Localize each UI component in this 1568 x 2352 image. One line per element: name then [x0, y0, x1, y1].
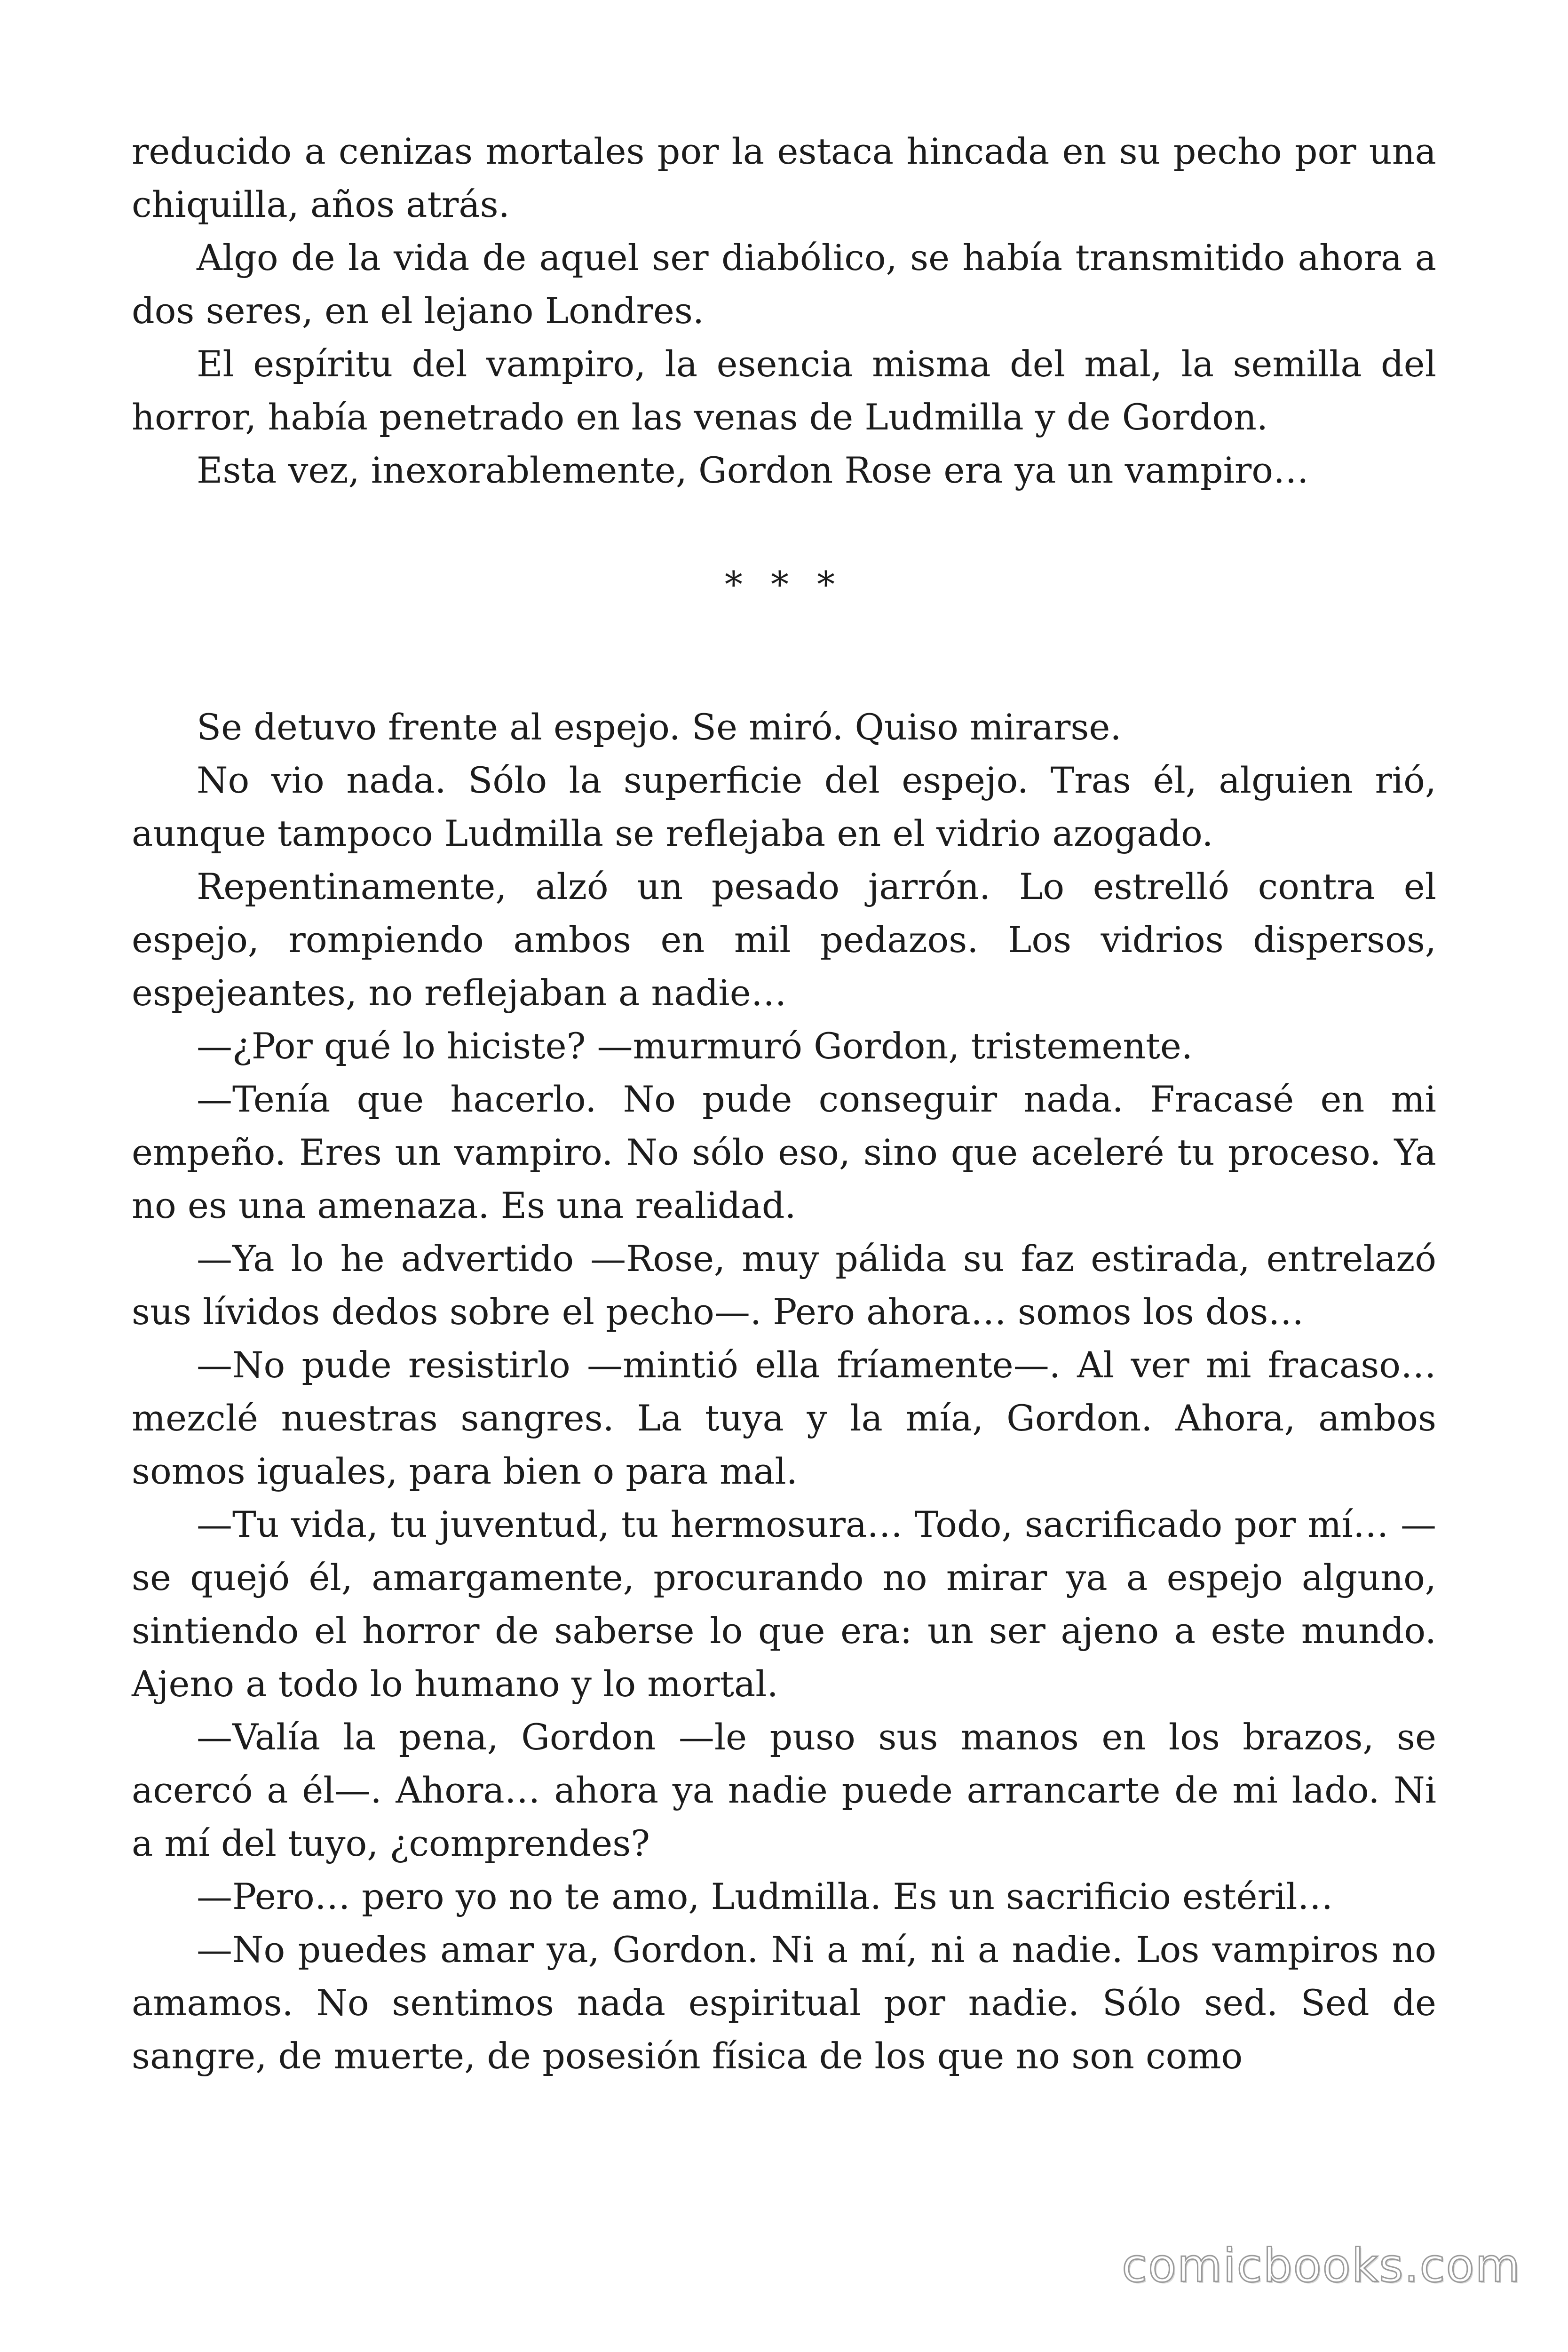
paragraph: Esta vez, inexorablemente, Gordon Rose era ya un vampiro…: [197, 449, 1309, 491]
paragraph: Se detuvo frente al espejo. Se miró. Quiso mirarse.: [197, 706, 1122, 748]
dialogue-paragraph: —Tu vida, tu juventud, tu hermosura… Todo, sacrificado por mí… —se quejó él, amargamente, procurando no mirar ya a espejo alguno, sintiendo el horror de saberse lo que era: un ser ajeno a este mundo. Ajeno a todo lo humano y lo mortal.: [132, 1503, 1436, 1705]
paragraph: Repentinamente, alzó un pesado jarrón. Lo estrelló contra el espejo, rompiendo ambos en mil pedazos. Los vidrios dispersos, espejeantes, no reflejaban a nadie…: [132, 866, 1436, 1014]
dialogue-paragraph: —No pude resistirlo —mintió ella fríamente—. Al ver mi fracaso… mezclé nuestras sangres. La tuya y la mía, Gordon. Ahora, ambos somos iguales, para bien o para mal.: [132, 1344, 1436, 1492]
dialogue-paragraph: —Valía la pena, Gordon —le puso sus manos en los brazos, se acercó a él—. Ahora… ahora ya nadie puede arrancarte de mi lado. Ni a mí del tuyo, ¿comprendes?: [132, 1716, 1436, 1864]
dialogue-paragraph: —No puedes amar ya, Gordon. Ni a mí, ni a nadie. Los vampiros no amamos. No sentimos nada espiritual por nadie. Sólo sed. Sed de sangre, de muerte, de posesión física de los que no son como: [132, 1929, 1436, 2077]
dialogue-paragraph: —Ya lo he advertido —Rose, muy pálida su faz estirada, entrelazó sus lívidos dedos sobre el pecho—. Pero ahora… somos los dos…: [132, 1238, 1436, 1333]
dialogue-paragraph: —Pero… pero yo no te amo, Ludmilla. Es un sacrificio estéril…: [197, 1875, 1333, 1917]
paragraph: El espíritu del vampiro, la esencia misma del mal, la semilla del horror, había penetrado en las venas de Ludmilla y de Gordon.: [132, 343, 1436, 438]
dialogue-paragraph: —Tenía que hacerlo. No pude conseguir nada. Fracasé en mi empeño. Eres un vampiro. No sólo eso, sino que aceleré tu proceso. Ya no es una amenaza. Es una realidad.: [132, 1078, 1436, 1226]
paragraph: No vio nada. Sólo la superficie del espejo. Tras él, alguien rió, aunque tampoco Ludmilla se reflejaba en el vidrio azogado.: [132, 759, 1436, 854]
scene-separator: * * *: [724, 564, 844, 605]
watermark-logo: comicbooks.com: [1122, 2239, 1521, 2293]
paragraph: Algo de la vida de aquel ser diabólico, se había transmitido ahora a dos seres, en el lejano Londres.: [132, 237, 1436, 332]
dialogue-paragraph: —¿Por qué lo hiciste? —murmuró Gordon, tristemente.: [197, 1025, 1193, 1067]
paragraph-continuation: reducido a cenizas mortales por la estaca hincada en su pecho por una chiquilla, años atrás.: [132, 130, 1436, 225]
